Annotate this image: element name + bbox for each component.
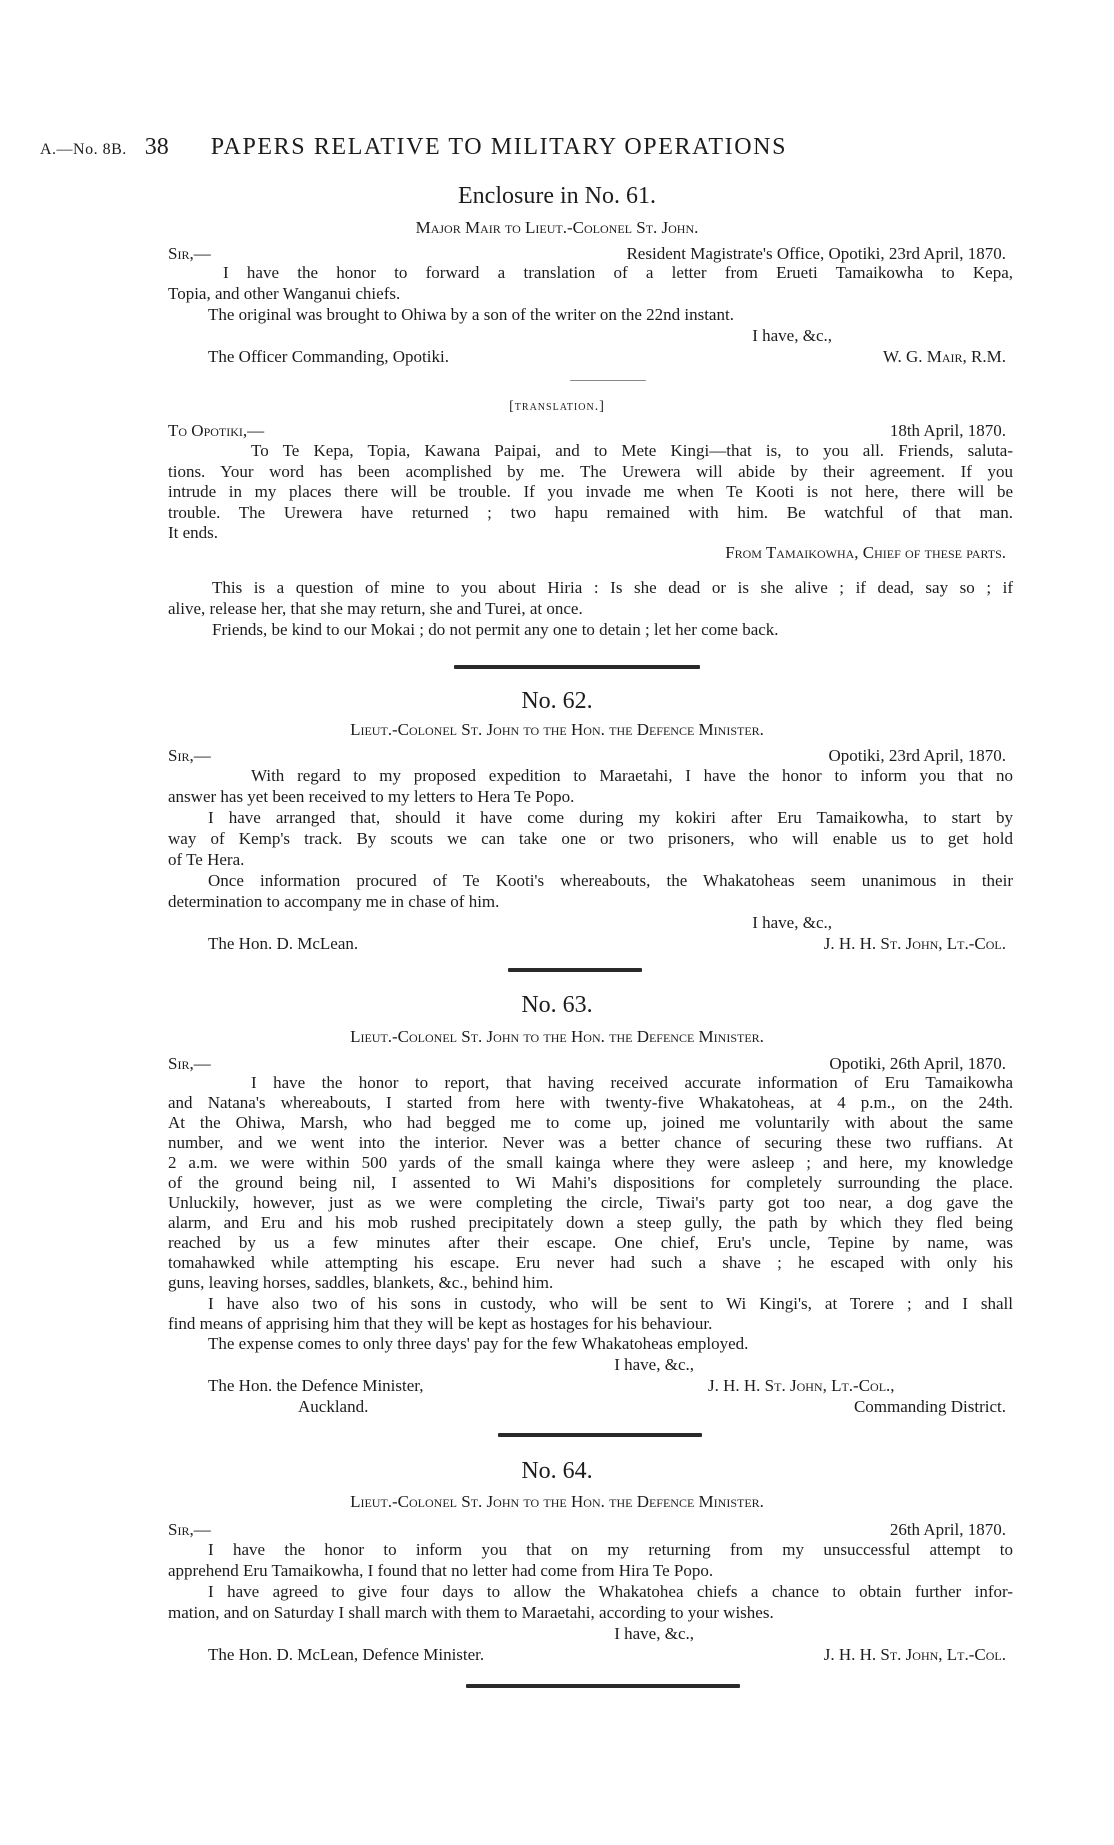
no64-from-to: Lieut.-Colonel St. John to the Hon. the Defence Minister. [350, 1492, 764, 1511]
no62-line: Once information procured of Te Kooti's whereabouts, the Whakatoheas seem unanimous in their [208, 871, 1013, 890]
no62-from-to: Lieut.-Colonel St. John to the Hon. the Defence Minister. [350, 720, 764, 739]
running-title: PAPERS RELATIVE TO MILITARY OPERATIONS [210, 134, 788, 160]
no62-line: answer has yet been received to my letters to Hera Te Popo. [168, 787, 575, 806]
no62-line: way of Kemp's track. By scouts we can take one or two prisoners, who will enable us to get hold [168, 829, 1013, 848]
no62-closing: I have, &c., [752, 913, 832, 932]
enclosure-paragraph-line: I have the honor to forward a translation of a letter from Erueti Tamaikowha to Kepa, [223, 263, 1013, 282]
no63-place-date: Opotiki, 26th April, 1870. [829, 1054, 1006, 1073]
page-number: 38 [144, 134, 169, 160]
translation-from: From Tamaikowha, Chief of these parts. [725, 543, 1006, 562]
running-head [40, 134, 787, 161]
divider [570, 380, 646, 381]
no63-signature: J. H. H. St. John, Lt.-Col., [708, 1376, 895, 1395]
translation-line: It ends. [168, 523, 219, 542]
divider [498, 1433, 702, 1437]
no62-place-date: Opotiki, 23rd April, 1870. [828, 746, 1006, 765]
translation-to: To Opotiki,— [168, 421, 265, 440]
enclosure-place-date: Resident Magistrate's Office, Opotiki, 23rd April, 1870. [626, 244, 1006, 263]
no63-signature-title: Commanding District. [853, 1397, 1006, 1416]
no63-salutation: Sir,— [168, 1054, 211, 1073]
no63-line: Unluckily, however, just as we were completing the circle, Tiwai's party got too near, a dog gave the [168, 1193, 1013, 1212]
no63-line: The expense comes to only three days' pay for the few Whakatoheas employed. [208, 1334, 749, 1353]
no64-heading: No. 64. [521, 1458, 593, 1484]
enclosure-signature: W. G. Mair, R.M. [883, 347, 1006, 366]
translation-date: 18th April, 1870. [889, 421, 1006, 440]
no64-line: I have agreed to give four days to allow the Whakatohea chiefs a chance to obtain further infor- [208, 1582, 1013, 1601]
enclosure-salutation: Sir,— [168, 244, 211, 263]
no64-place-date: 26th April, 1870. [889, 1520, 1006, 1539]
no64-salutation: Sir,— [168, 1520, 211, 1539]
enclosure-heading: Enclosure in No. 61. [458, 183, 656, 209]
no62-line: With regard to my proposed expedition to Maraetahi, I have the honor to inform you that no [251, 766, 1013, 785]
divider [508, 968, 642, 972]
translation-label: [translation.] [509, 399, 605, 414]
no63-line: At the Ohiwa, Marsh, who had begged me to come up, joined me voluntarily with about the same [168, 1113, 1013, 1132]
no63-line: and Natana's whereabouts, I started from here with twenty-five Whakatoheas, at 4 p.m., on the 24th. [168, 1093, 1013, 1112]
no62-line: of Te Hera. [168, 850, 245, 869]
no63-line: I have also two of his sons in custody, who will be sent to Wi Kingi's, at Torere ; and I shall [208, 1294, 1013, 1313]
enclosure-paragraph-line: The original was brought to Ohiwa by a son of the writer on the 22nd instant. [208, 305, 734, 324]
no63-line: number, and we went into the interior. Never was a better chance of securing these two ruffians. At [168, 1133, 1013, 1152]
no63-line: find means of apprising him that they will be kept as hostages for his behaviour. [168, 1314, 713, 1333]
translation-postscript-line: alive, release her, that she may return, she and Turei, at once. [168, 599, 583, 618]
no62-line: I have arranged that, should it have come during my kokiri after Eru Tamaikowha, to start by [208, 808, 1013, 827]
no63-addressee: The Hon. the Defence Minister, [208, 1376, 424, 1395]
no63-line: of the ground being nil, I assented to Wi Mahi's dispositions for completely surrounding the place. [168, 1173, 1013, 1192]
no63-line: alarm, and Eru and his mob rushed precipitately down a steep gully, the path by which they fled being [168, 1213, 1013, 1232]
no63-line: I have the honor to report, that having received accurate information of Eru Tamaikowha [251, 1073, 1013, 1092]
no62-addressee: The Hon. D. McLean. [208, 934, 359, 953]
divider [466, 1684, 740, 1688]
translation-line: To Te Kepa, Topia, Kawana Paipai, and to Mete Kingi—that is, to you all. Friends, saluta- [251, 441, 1013, 460]
translation-postscript-line: This is a question of mine to you about Hiria : Is she dead or is she alive ; if dead, say so ; if [212, 578, 1013, 597]
no64-signature: J. H. H. St. John, Lt.-Col. [823, 1645, 1006, 1664]
no63-line: reached by us a few minutes after their escape. One chief, Eru's uncle, Tepine by name, was [168, 1233, 1013, 1252]
no64-line: I have the honor to inform you that on my returning from my unsuccessful attempt to [208, 1540, 1013, 1559]
translation-line: tions. Your word has been acomplished by me. The Urewera will abide by their agreement. If you [168, 462, 1013, 481]
translation-postscript-line: Friends, be kind to our Mokai ; do not permit any one to detain ; let her come back. [212, 620, 779, 639]
no63-line: tomahawked while attempting his escape. Eru never had such a shave ; he escaped with only his [168, 1253, 1013, 1272]
no62-line: determination to accompany me in chase of him. [168, 892, 500, 911]
no62-signature: J. H. H. St. John, Lt.-Col. [823, 934, 1006, 953]
enclosure-paragraph-line: Topia, and other Wanganui chiefs. [168, 284, 401, 303]
translation-line: trouble. The Urewera have returned ; two hapu remained with him. Be watchful of that man. [168, 503, 1013, 522]
no63-line: 2 a.m. we were within 500 yards of the small kainga where they were asleep ; and here, my knowledge [168, 1153, 1013, 1172]
no62-heading: No. 62. [521, 688, 593, 714]
divider [454, 665, 700, 669]
enclosure-from-to: Major Mair to Lieut.-Colonel St. John. [415, 218, 699, 237]
no64-line: apprehend Eru Tamaikowha, I found that no letter had come from Hira Te Popo. [168, 1561, 714, 1580]
no62-salutation: Sir,— [168, 746, 211, 765]
document-reference: A.—No. 8B. [40, 141, 127, 158]
no64-addressee: The Hon. D. McLean, Defence Minister. [208, 1645, 485, 1664]
no63-from-to: Lieut.-Colonel St. John to the Hon. the Defence Minister. [350, 1027, 764, 1046]
no64-closing: I have, &c., [614, 1624, 694, 1643]
no63-closing: I have, &c., [614, 1355, 694, 1374]
enclosure-closing: I have, &c., [752, 326, 832, 345]
no64-line: mation, and on Saturday I shall march with them to Maraetahi, according to your wishes. [168, 1603, 774, 1622]
enclosure-addressee: The Officer Commanding, Opotiki. [208, 347, 449, 366]
translation-line: intrude in my places there will be trouble. If you invade me when Te Kooti is not here, there will be [168, 482, 1013, 501]
no63-heading: No. 63. [521, 992, 593, 1018]
no63-line: guns, leaving horses, saddles, blankets, &c., behind him. [168, 1273, 554, 1292]
no63-addressee-place: Auckland. [298, 1397, 369, 1416]
